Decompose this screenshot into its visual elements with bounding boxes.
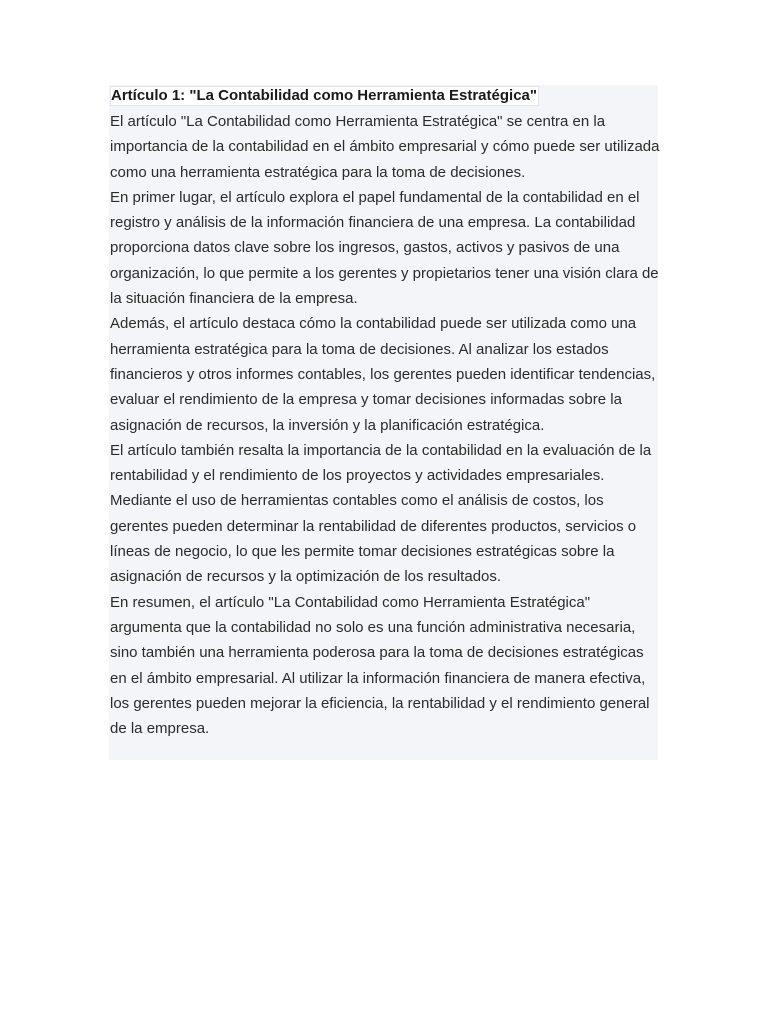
paragraph-1: El artículo "La Contabilidad como Herramienta Estratégica" se centra en la importancia de la contabilidad en el ámbito empresarial y cómo puede ser utilizada como una herramienta estratégica para la toma de decisiones. (110, 113, 660, 181)
paragraph-2: En primer lugar, el artículo explora el papel fundamental de la contabilidad en el registro y análisis de la información financiera de una empresa. La contabilidad proporciona datos clave sobre los ingresos, gastos, activos y pasivos de una organización, lo que permite a los gerentes y propietarios tener una visión clara de la situación financiera de la empresa. (110, 188, 659, 308)
article-body (110, 109, 662, 741)
paragraph-5: En resumen, el artículo "La Contabilidad como Herramienta Estratégica" argumenta que la contabilidad no solo es una función administrativa necesaria, sino también una herramienta poderosa para la toma de decisiones estratégicas en el ámbito empresarial. Al utilizar la información financiera de manera efectiva, los gerentes pueden mejorar la eficiencia, la rentabilidad y el rendimiento general de la empresa. (110, 593, 650, 738)
article-title: Artículo 1: "La Contabilidad como Herramienta Estratégica" (111, 87, 537, 104)
paragraph-3: Además, el artículo destaca cómo la contabilidad puede ser utilizada como una herramienta estratégica para la toma de decisiones. Al analizar los estados financieros y otros informes contables, los gerentes pueden identificar tendencias, evaluar el rendimiento de la empresa y tomar decisiones informadas sobre la asignación de recursos, la inversión y la planificación estratégica. (110, 315, 656, 434)
paragraph-4: El artículo también resalta la importancia de la contabilidad en la evaluación de la rentabilidad y el rendimiento de los proyectos y actividades empresariales. Mediante el uso de herramientas contables como el análisis de costos, los gerentes pueden determinar la rentabilidad de diferentes productos, servicios o líneas de negocio, lo que les permite tomar decisiones estratégicas sobre la asignación de recursos y la optimización de los resultados. (110, 441, 652, 586)
